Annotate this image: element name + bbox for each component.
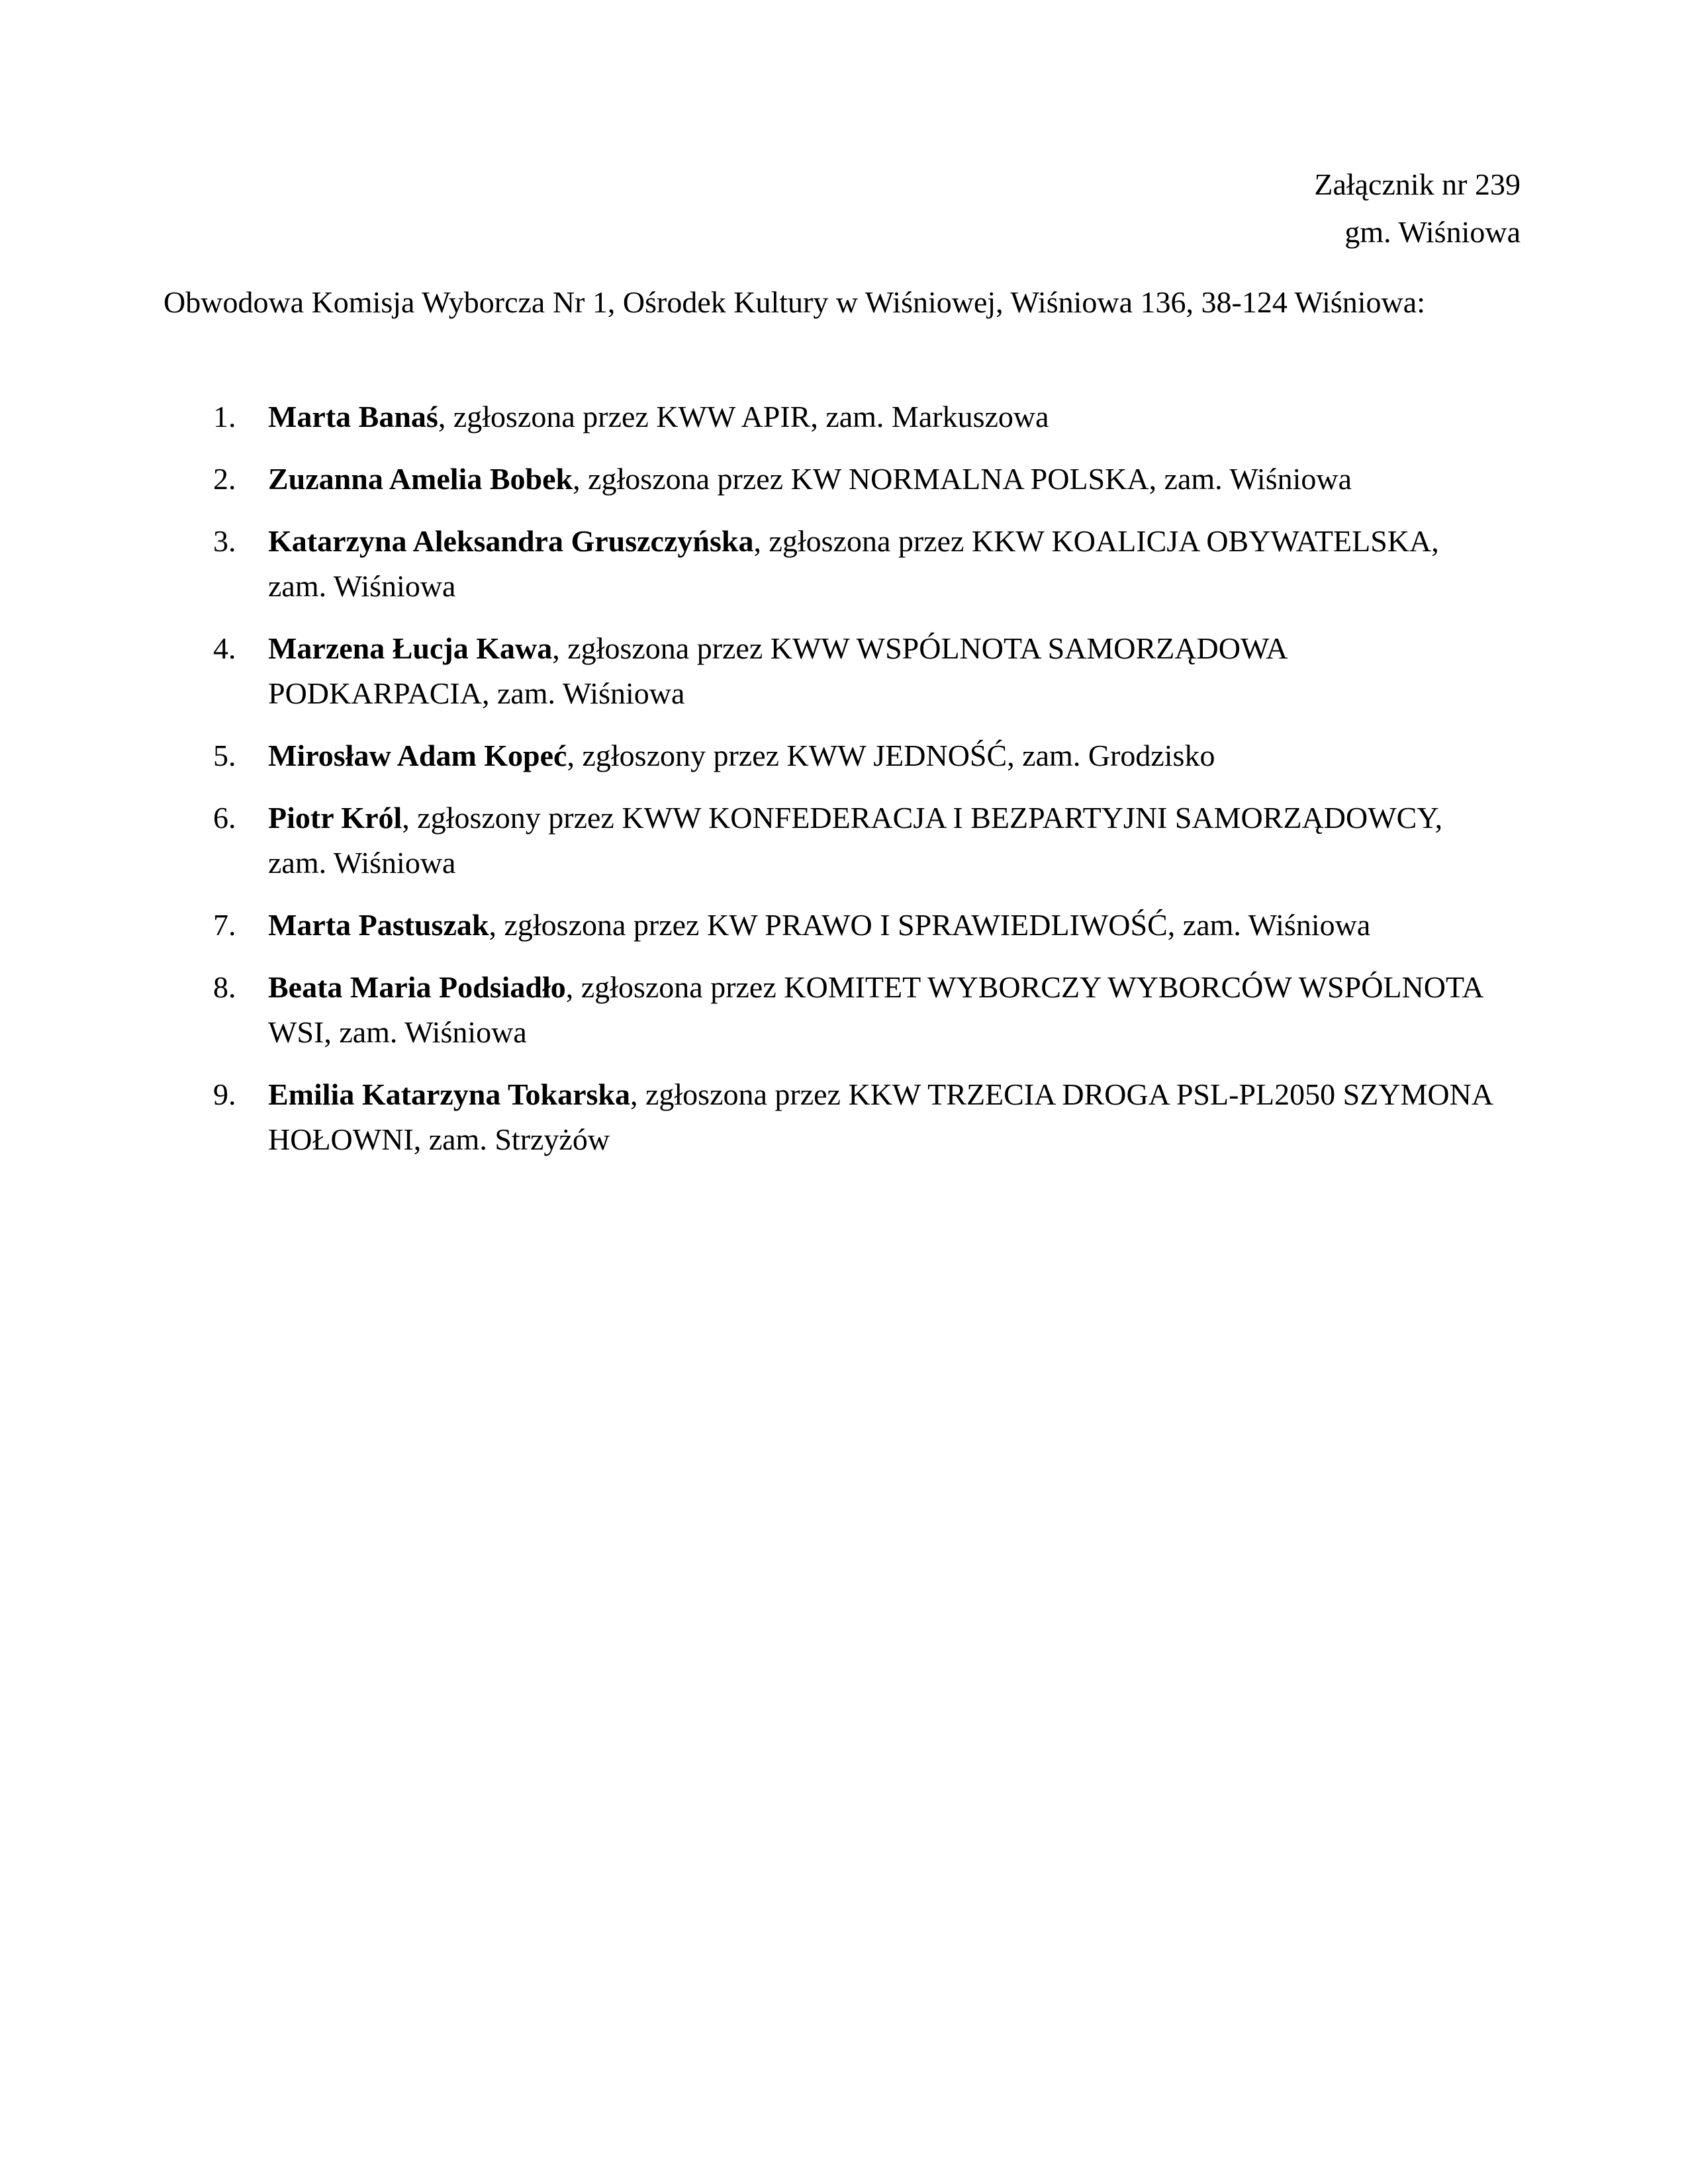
member-name: Marta Pastuszak xyxy=(268,908,489,942)
list-item xyxy=(0,519,1493,609)
member-name: Beata Maria Podsiadło xyxy=(268,970,566,1004)
item-number: 8. xyxy=(213,970,236,1004)
list-item xyxy=(0,796,1493,886)
list-item xyxy=(0,626,1493,716)
member-details: , zgłoszony przez KWW KONFEDERACJA I BEZPARTYJNI SAMORZĄDOWCY, zam. Wiśniowa xyxy=(268,801,1443,880)
member-details: , zgłoszona przez KKW TRZECIA DROGA PSL-PL2050 SZYMONA HOŁOWNI, zam. Strzyżów xyxy=(268,1077,1492,1156)
item-number: 5. xyxy=(213,739,236,772)
list-item xyxy=(0,733,1493,778)
member-details: , zgłoszona przez KWW WSPÓLNOTA SAMORZĄDOWA PODKARPACIA, zam. Wiśniowa xyxy=(268,631,1286,710)
item-number: 6. xyxy=(213,801,236,835)
item-number: 1. xyxy=(213,400,236,433)
list-item xyxy=(0,903,1493,948)
member-list xyxy=(0,394,1688,1179)
member-details: , zgłoszona przez KOMITET WYBORCZY WYBORCÓW WSPÓLNOTA WSI, zam. Wiśniowa xyxy=(268,970,1483,1049)
member-name: Piotr Król xyxy=(268,801,402,835)
commission-intro: Obwodowa Komisja Wyborcza Nr 1, Ośrodek Kultury w Wiśniowej, Wiśniowa 136, 38-124 Wiśniowa: xyxy=(164,285,1425,319)
member-details: , zgłoszony przez KWW JEDNOŚĆ, zam. Grodzisko xyxy=(567,739,1215,772)
member-name: Mirosław Adam Kopeć xyxy=(268,739,567,772)
item-number: 4. xyxy=(213,631,236,665)
list-item xyxy=(0,1072,1493,1162)
municipality-name: gm. Wiśniowa xyxy=(1344,215,1521,249)
member-details: , zgłoszona przez KKW KOALICJA OBYWATELSKA, zam. Wiśniowa xyxy=(268,524,1439,603)
list-item xyxy=(0,394,1493,439)
member-name: Katarzyna Aleksandra Gruszczyńska xyxy=(268,524,754,558)
member-name: Zuzanna Amelia Bobek xyxy=(268,462,573,496)
item-number: 9. xyxy=(213,1077,236,1111)
list-item xyxy=(0,457,1493,502)
item-number: 2. xyxy=(213,462,236,496)
attachment-header xyxy=(1314,161,1521,256)
list-item xyxy=(0,965,1493,1055)
item-number: 3. xyxy=(213,524,236,558)
member-details: , zgłoszona przez KW PRAWO I SPRAWIEDLIWOŚĆ, zam. Wiśniowa xyxy=(489,908,1371,942)
member-name: Marzena Łucja Kawa xyxy=(268,631,553,665)
item-number: 7. xyxy=(213,908,236,942)
member-details: , zgłoszona przez KWW APIR, zam. Markuszowa xyxy=(438,400,1049,433)
member-details: , zgłoszona przez KW NORMALNA POLSKA, zam. Wiśniowa xyxy=(573,462,1352,496)
attachment-number: Załącznik nr 239 xyxy=(1314,167,1521,201)
member-name: Emilia Katarzyna Tokarska xyxy=(268,1077,630,1111)
member-name: Marta Banaś xyxy=(268,400,438,433)
